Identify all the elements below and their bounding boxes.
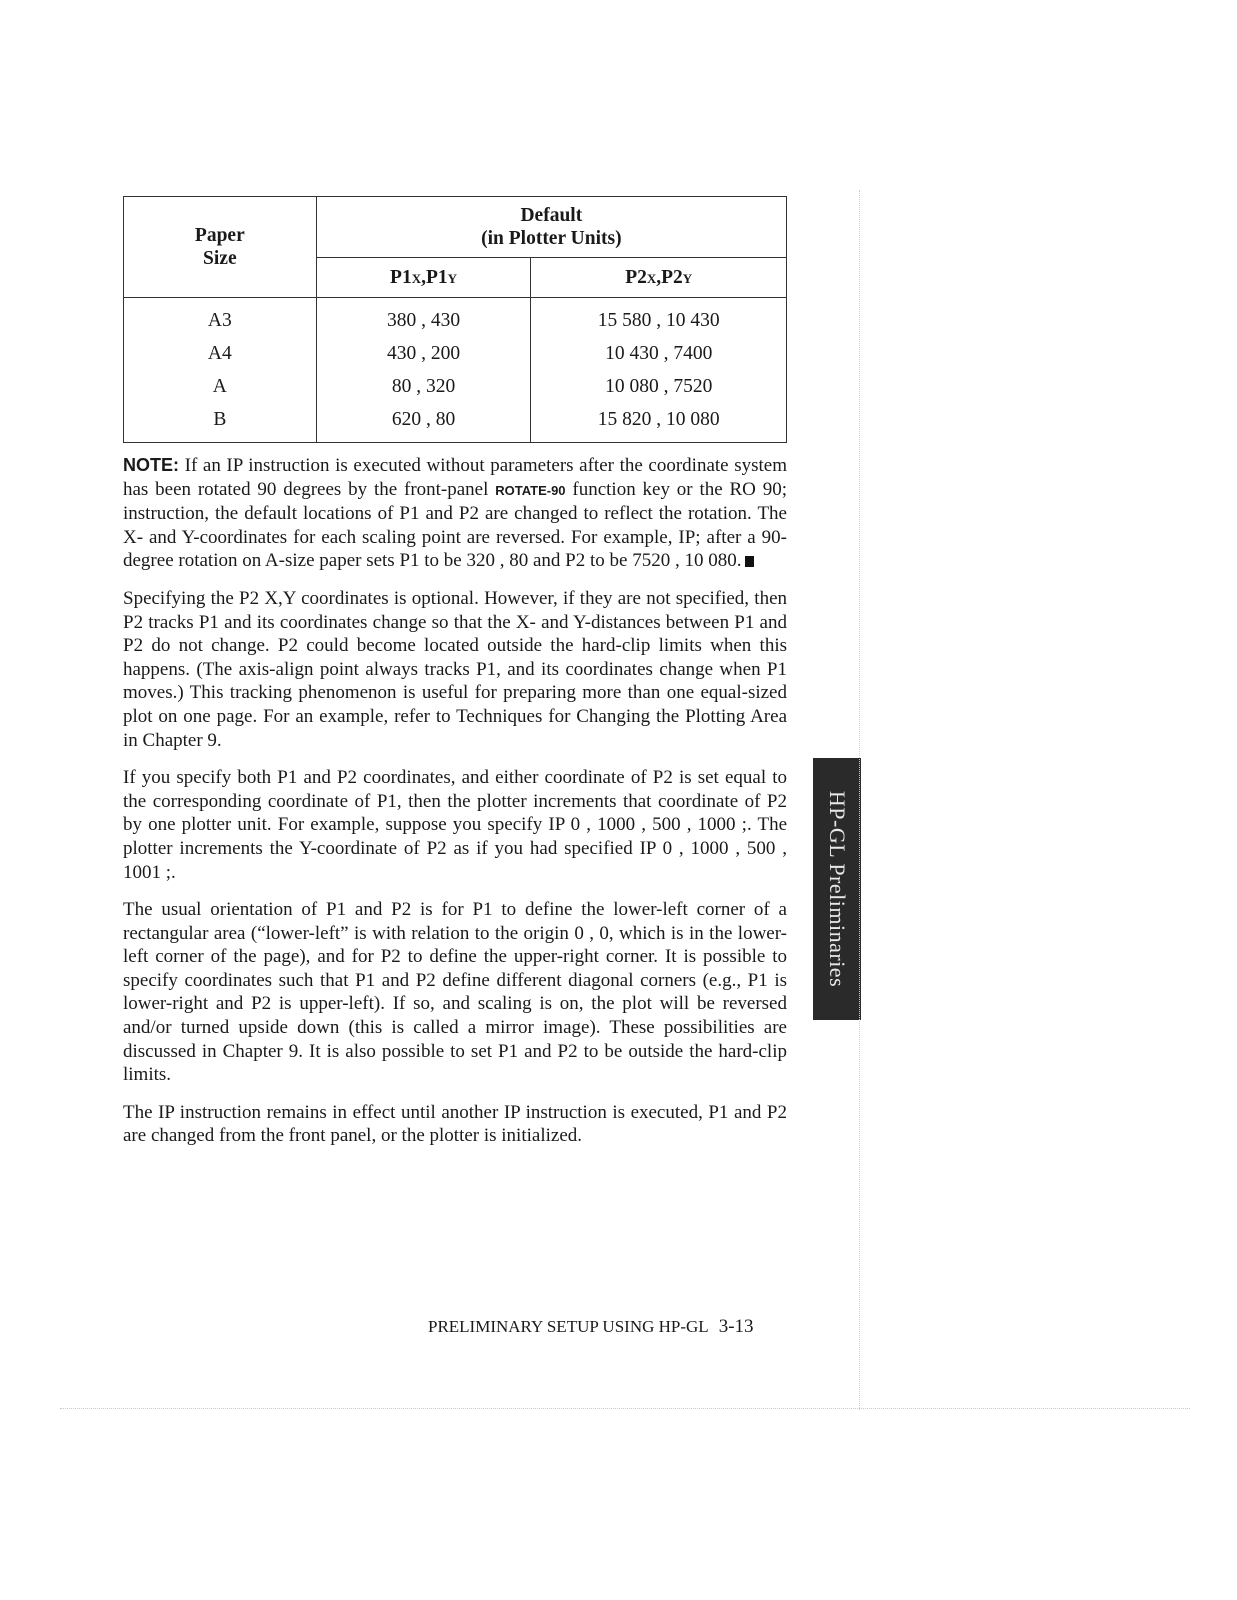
header-p1-sub2: Y xyxy=(447,270,458,286)
cell-p1: 430 , 200 xyxy=(316,337,531,370)
header-p1-sep: , xyxy=(421,266,426,288)
page-number: 3-13 xyxy=(718,1316,754,1337)
header-p2-main2: P2 xyxy=(661,266,683,288)
running-head: PRELIMINARY SETUP USING HP-GL xyxy=(428,1317,709,1336)
note-label: NOTE: xyxy=(123,455,179,475)
header-p1-main1: P1 xyxy=(390,266,412,288)
paragraph: Specifying the P2 X,Y coordinates is optional. However, if they are not specified, then P2 tracks P1 and its coordinates change so that the X- and Y-distances between P1 and P2 do not change. P2 could become located outside the hard-clip limits when this happens. (The axis-align point always tracks P1, and its coordinates change when P1 moves.) This tracking phenomenon is useful for preparing more than one equal-sized plot on one page. For an example, refer to Techniques for Changing the Plotting Area in Chapter 9. xyxy=(123,587,787,751)
paragraph: If you specify both P1 and P2 coordinates, and either coordinate of P2 is set equal to the corresponding coordinate of P1, then the plotter increments that coordinate of P2 by one plotter unit. For example, suppose you specify IP 0 , 1000 , 500 , 1000 ;. The plotter increments the Y-coordinate of P2 as if you had specified IP 0 , 1000 , 500 , 1001 ;. xyxy=(123,767,787,883)
header-p1 xyxy=(316,257,531,297)
cell-p2: 15 580 , 10 430 xyxy=(597,309,720,331)
cell-p1: 80 , 320 xyxy=(316,370,531,403)
table-row xyxy=(124,298,787,338)
header-paper-size xyxy=(124,197,317,298)
header-p1-sub1: X xyxy=(411,270,422,286)
cell-p1: 620 , 80 xyxy=(316,403,531,443)
table-row xyxy=(124,370,787,403)
header-p2 xyxy=(531,257,787,297)
cell-size: B xyxy=(124,403,317,443)
note-text-b: function key or the RO 90; instruction, the default locations of P1 and P2 are changed to reflect the rotation. The X- and Y-coordinates for each scaling point are reversed. For example, IP; after a 90-degree rotation on A-size paper sets P1 to be 320 , 80 and P2 to be 7520 , 10 080. xyxy=(123,478,787,572)
paragraph: The usual orientation of P1 and P2 is for P1 to define the lower-left corner of a rectangular area (“lower-left” is with relation to the origin 0 , 0, which is in the lower-left corner of the page), and for P2 to define the upper-right corner. It is possible to specify coordinates such that P1 and P2 define different diagonal corners (e.g., P1 is lower-right and P2 is upper-left). If so, and scaling is on, the plot will be reversed and/or turned upside down (this is called a mirror image). These possibilities are discussed in Chapter 9. It is also possible to set P1 and P2 to be outside the hard-clip limits. xyxy=(123,899,787,1086)
header-p2-sep: , xyxy=(656,266,662,288)
header-p1-main2: P1 xyxy=(425,266,448,288)
chapter-thumb-tab-label: HP-GL Preliminaries xyxy=(825,790,850,988)
header-p2-main1: P2 xyxy=(625,266,647,288)
header-p2-sub2: Y xyxy=(682,270,693,286)
note-paragraph xyxy=(123,454,787,573)
paragraph: The IP instruction remains in effect until another IP instruction is executed, P1 and P2 are changed from the front panel, or the plotter is initialized. xyxy=(123,1101,787,1147)
cell-p2: 15 820 , 10 080 xyxy=(597,408,720,430)
cell-size: A4 xyxy=(124,337,317,370)
table-row xyxy=(124,337,787,370)
note-text-a: If an IP instruction is executed without parameters after the coordinate system has been rotated 90 degrees by the front-panel xyxy=(123,455,787,500)
header-p2-sub1: X xyxy=(646,270,657,286)
header-default-line2: (in Plotter Units) xyxy=(481,227,622,249)
cell-p2: 10 080 , 7520 xyxy=(605,375,713,397)
scan-edge-line xyxy=(859,190,860,1410)
cell-size: A xyxy=(124,370,317,403)
end-of-note-icon xyxy=(745,556,754,567)
header-default xyxy=(316,197,786,258)
default-scaling-points-table xyxy=(123,196,787,443)
header-size-line2: Size xyxy=(203,248,237,269)
header-size-line1: Paper xyxy=(194,224,245,246)
rotate-key-label: ROTATE-90 xyxy=(495,482,566,498)
table-row xyxy=(124,403,787,443)
cell-p2: 10 430 , 7400 xyxy=(605,342,713,364)
header-default-line1: Default xyxy=(520,204,583,226)
scan-bottom-line xyxy=(60,1408,1190,1409)
page-footer xyxy=(428,1316,784,1338)
body-text xyxy=(123,454,787,1162)
cell-size: A3 xyxy=(124,298,317,338)
cell-p1: 380 , 430 xyxy=(316,298,531,338)
